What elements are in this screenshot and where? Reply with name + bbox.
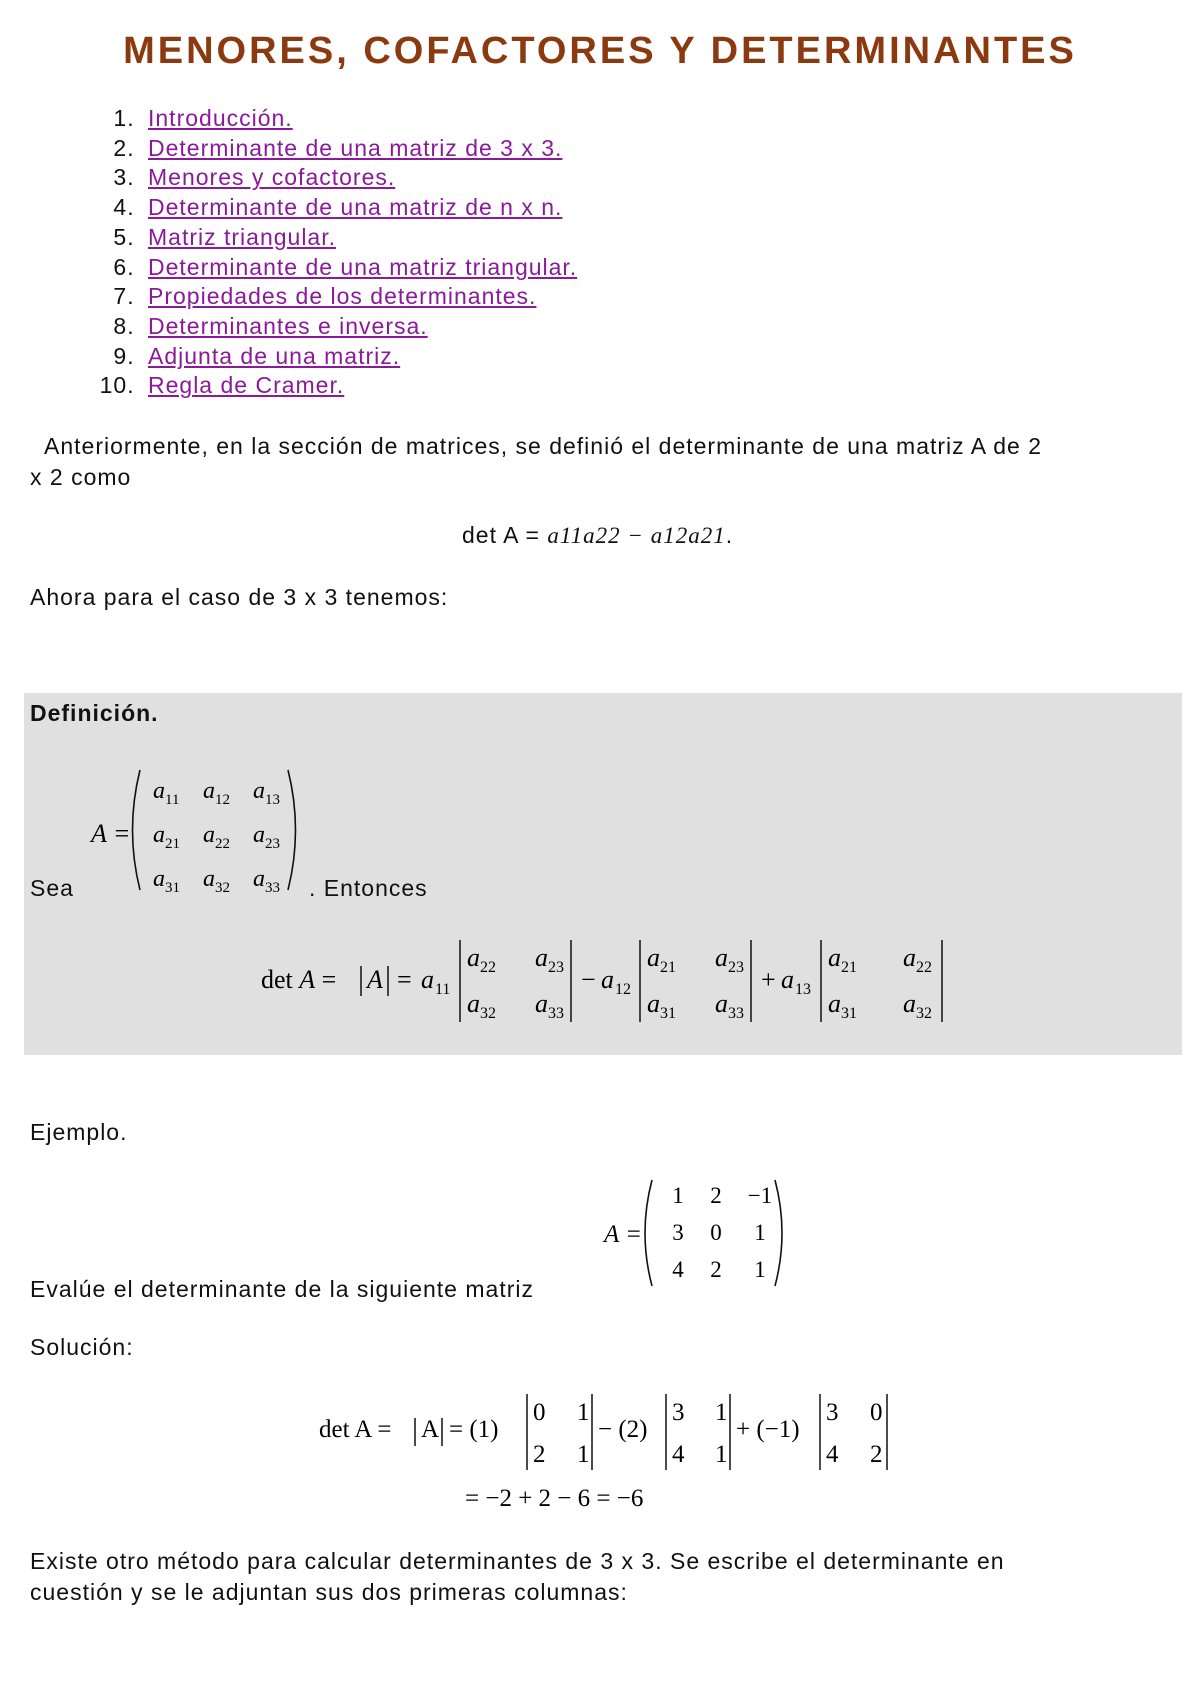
svg-text:1: 1 [577, 1441, 590, 1468]
toc-link-propiedades[interactable]: Propiedades de los determinantes. [148, 283, 537, 310]
case-3x3-text: Ahora para el caso de 3 x 3 tenemos: [30, 584, 449, 610]
toc-link-determinante-nxn[interactable]: Determinante de una matriz de n x n. [148, 194, 563, 221]
svg-text:23: 23 [548, 959, 564, 976]
matrix-entry: $a_{32}$ [203, 866, 230, 896]
table-of-contents [90, 104, 577, 401]
example-matrix [600, 1172, 790, 1294]
svg-text:21: 21 [841, 959, 857, 976]
svg-text:=: = [397, 965, 412, 994]
svg-text:a: a [535, 943, 548, 972]
svg-text:a: a [467, 943, 480, 972]
toc-item [142, 371, 577, 401]
svg-text:1: 1 [577, 1399, 590, 1426]
toc-link-introduccion[interactable]: Introducción. [148, 105, 293, 131]
definition-det-formula [255, 930, 975, 1030]
svg-text:− (2): − (2) [598, 1416, 648, 1443]
matrix-entry: $a_{11}$ [153, 778, 180, 808]
page-title: MENORES, COFACTORES Y DETERMINANTES [123, 30, 1077, 72]
example-heading: Ejemplo. [30, 1119, 128, 1145]
svg-text:det A =: det A = [319, 1416, 392, 1443]
toc-item [142, 193, 577, 223]
svg-text:1: 1 [715, 1399, 728, 1426]
svg-text:a: a [647, 989, 660, 1018]
svg-text:11: 11 [435, 981, 451, 998]
toc-item [142, 282, 577, 312]
svg-text:a: a [715, 989, 728, 1018]
svg-text:a: a [647, 943, 660, 972]
svg-text:32: 32 [916, 1005, 932, 1022]
det-2x2-expression: a11a22 − a12a21 [547, 523, 726, 548]
svg-text:31: 31 [660, 1005, 676, 1022]
svg-text:a: a [903, 943, 916, 972]
toc-item [142, 163, 577, 193]
svg-text:23: 23 [728, 959, 744, 976]
det-2x2-formula [462, 520, 733, 551]
svg-text:a: a [903, 989, 916, 1018]
matrix-entry: 3 [672, 1220, 684, 1245]
svg-text:3: 3 [672, 1399, 685, 1426]
svg-text:a: a [781, 965, 794, 994]
svg-text:4: 4 [826, 1441, 839, 1468]
toc-link-regla-cramer[interactable]: Regla de Cramer. [148, 372, 345, 399]
toc-link-matriz-triangular[interactable]: Matriz triangular. [148, 223, 337, 250]
matrix-entry: −1 [747, 1183, 773, 1208]
svg-text:a: a [828, 943, 841, 972]
right-paren [775, 1180, 782, 1286]
svg-text:33: 33 [548, 1005, 564, 1022]
svg-text:a: a [715, 943, 728, 972]
solution-line-2: = −2 + 2 − 6 = −6 [465, 1485, 644, 1512]
svg-text:−: − [581, 965, 596, 994]
left-paren [645, 1180, 652, 1286]
toc-item [142, 134, 577, 164]
svg-text:a: a [828, 989, 841, 1018]
matrix-entry: $a_{21}$ [153, 822, 180, 852]
svg-text:21: 21 [660, 959, 676, 976]
svg-text:13: 13 [795, 981, 811, 998]
matrix-entry: 4 [672, 1257, 684, 1282]
closing-line-1: Existe otro método para calcular determinantes de 3 x 3. Se escribe el determinante en [30, 1548, 1005, 1574]
svg-text:2: 2 [870, 1441, 883, 1468]
matrix-entry: $a_{33}$ [253, 866, 280, 896]
toc-link-adjunta[interactable]: Adjunta de una matriz. [148, 342, 401, 369]
matrix-entry: $a_{22}$ [203, 822, 230, 852]
svg-text:3: 3 [826, 1399, 839, 1426]
svg-text:31: 31 [841, 1005, 857, 1022]
svg-text:= (1): = (1) [449, 1416, 499, 1443]
matrix-entry: 1 [672, 1183, 684, 1208]
right-paren [288, 770, 296, 890]
toc-link-menores-cofactores[interactable]: Menores y cofactores. [148, 164, 396, 191]
toc-item [142, 253, 577, 283]
matrix-entry: 0 [710, 1220, 722, 1245]
svg-text:33: 33 [728, 1005, 744, 1022]
svg-text:A: A [367, 965, 383, 994]
svg-text:+: + [761, 965, 776, 994]
svg-text:12: 12 [615, 981, 631, 998]
svg-text:a: a [601, 965, 614, 994]
solution-formula [315, 1390, 915, 1520]
svg-text:0: 0 [533, 1399, 546, 1426]
example-matrix-label: A = [604, 1221, 642, 1248]
toc-item [142, 312, 577, 342]
closing-line-2: cuestión y se le adjuntan sus dos primeras columnas: [30, 1579, 628, 1605]
svg-text:2: 2 [533, 1441, 546, 1468]
toc-link-determinante-triangular[interactable]: Determinante de una matriz triangular. [148, 253, 578, 280]
left-paren [133, 770, 141, 890]
matrix-entry: 2 [710, 1257, 722, 1282]
matrix-entry: $a_{13}$ [253, 778, 280, 808]
matrix-entry: $a_{12}$ [203, 778, 230, 808]
example-instruction: Evalúe el determinante de la siguiente matriz [30, 1276, 534, 1302]
svg-text:22: 22 [480, 959, 496, 976]
definition-sea: Sea [30, 875, 74, 901]
toc-item [142, 104, 577, 134]
svg-text:22: 22 [916, 959, 932, 976]
svg-text:A: A [421, 1416, 440, 1443]
svg-text:a: a [467, 989, 480, 1018]
det-2x2-end: . [725, 522, 734, 548]
matrix-entry: 1 [754, 1220, 766, 1245]
svg-text:32: 32 [480, 1005, 496, 1022]
svg-text:0: 0 [870, 1399, 883, 1426]
solution-label: Solución: [30, 1334, 134, 1360]
svg-text:a: a [421, 965, 434, 994]
svg-text:a: a [535, 989, 548, 1018]
matrix-entry: 2 [710, 1183, 722, 1208]
definition-matrix [85, 760, 300, 900]
svg-text:1: 1 [715, 1441, 728, 1468]
matrix-entry: 1 [754, 1257, 766, 1282]
toc-item [142, 223, 577, 253]
intro-line-1: Anteriormente, en la sección de matrices, se definió el determinante de una matriz A de 2 [44, 433, 1043, 459]
toc-link-determinantes-inversa[interactable]: Determinantes e inversa. [148, 312, 428, 339]
matrix-entry: $a_{23}$ [253, 822, 280, 852]
toc-item [142, 342, 577, 372]
definition-heading: Definición. [30, 700, 159, 726]
matrix-entry: $a_{31}$ [153, 866, 180, 896]
definition-entonces: . Entonces [309, 875, 428, 901]
matrix-label: A = [91, 819, 131, 848]
svg-text:+ (−1): + (−1) [736, 1416, 800, 1443]
det-2x2-prefix: det A = [462, 522, 548, 548]
toc-link-determinante-3x3[interactable]: Determinante de una matriz de 3 x 3. [148, 134, 563, 161]
svg-text:4: 4 [672, 1441, 685, 1468]
intro-line-2: x 2 como [30, 464, 132, 490]
svg-text:det A =: det A = [261, 965, 337, 994]
